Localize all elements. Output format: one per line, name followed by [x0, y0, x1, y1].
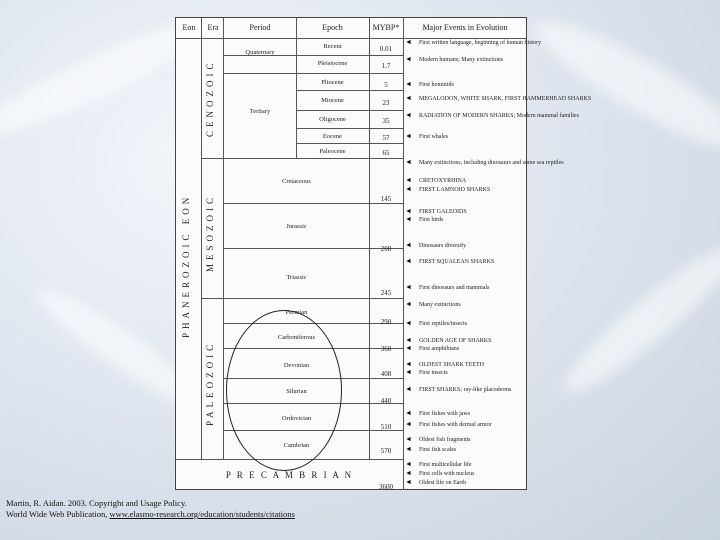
event-item: ◄ First birds [410, 216, 443, 224]
mybp-value: 245 [380, 289, 392, 297]
period-ordovician: Ordovician [281, 415, 312, 422]
header-epoch: Epoch [322, 23, 343, 32]
event-item: ◄ OLDEST SHARK TEETH [410, 361, 484, 369]
mybp-value: 208 [380, 245, 392, 253]
mybp-value: 1.7 [381, 62, 391, 70]
mybp-value: 35 [382, 117, 390, 125]
mybp-value: 408 [380, 370, 392, 378]
event-item: ◄ Many extinctions, including dinosaurs and some sea reptiles [410, 159, 564, 167]
event-item: ◄ First multicellular life [410, 461, 472, 469]
period-silurian: Silurian [286, 388, 307, 395]
paleozoic-highlight-oval [226, 310, 342, 471]
era-mesozoic: MESOZOIC [205, 194, 215, 273]
event-item: ◄ First insects [410, 369, 448, 377]
period-carboniferous: Carboniferous [277, 334, 316, 341]
grid-line [223, 73, 403, 74]
event-item: ◄ First written language, beginning of human history [410, 39, 541, 47]
period-triassic: Triassic [286, 274, 307, 281]
background-streak [553, 234, 720, 406]
event-item: ◄ FIRST GALEOIDS [410, 208, 467, 216]
period-jurassic: Jurassic [286, 223, 307, 230]
event-item: ◄ RADIATION OF MODERN SHARKS; Modern mammal families [410, 112, 579, 120]
epoch-pliocene: Pliocene [321, 79, 344, 86]
event-item: ◄ First dinosaurs and mammals [410, 284, 489, 292]
epoch-eocene: Eocene [322, 133, 343, 140]
event-item: ◄ First fishes with jaws [410, 410, 470, 418]
period-cretaceous: Cretaceous [282, 178, 311, 185]
event-item: ◄ FIRST SHARKS; ray-like placoderms [410, 386, 511, 394]
mybp-value: 570 [380, 447, 392, 455]
event-item: ◄ First fishes with dermal armor [410, 421, 492, 429]
citation-line-1: Martin, R. Aidan. 2003. Copyright and Usage Policy. [6, 498, 187, 508]
period-tertiary: Tertiary [249, 108, 271, 115]
event-item: ◄ First whales [410, 133, 448, 141]
mybp-value: 0.01 [379, 45, 393, 53]
mybp-value: 57 [382, 134, 390, 142]
epoch-paleocene: Paleocene [319, 148, 346, 155]
period-cambrian: Cambrian [283, 442, 310, 449]
grid-line [201, 298, 403, 299]
header-period: Period [249, 23, 271, 32]
event-item: ◄ First amphibians [410, 345, 459, 353]
event-item: ◄ Oldest fish fragments [410, 436, 471, 444]
epoch-miocene: Miocene [321, 97, 344, 104]
era-cenozoic: CENOZOIC [205, 59, 215, 137]
precambrian-label: P R E C A M B R I A N [225, 470, 354, 480]
mybp-value: 360 [380, 345, 392, 353]
citation-line-2 [6, 509, 295, 520]
mybp-value: 65 [382, 149, 390, 157]
citation [6, 498, 295, 520]
era-paleozoic: PALEOZOIC [205, 340, 215, 426]
period-permian: Permian [285, 309, 308, 316]
grid-line [296, 110, 403, 111]
mybp-value: 23 [382, 99, 390, 107]
event-item: ◄ Many extinctions [410, 301, 461, 309]
event-item: ◄ Oldest life on Earth [410, 479, 466, 487]
event-item: ◄ CRETOXYRHINA [410, 177, 466, 185]
event-item: ◄ FIRST LAMNOID SHARKS [410, 186, 490, 194]
period-quaternary: Quaternary [245, 49, 275, 56]
event-item: ◄ GOLDEN AGE OF SHARKS [410, 337, 491, 345]
event-item: ◄ MEGALODON, WHITE SHARK, FIRST HAMMERHEAD SHARKS [410, 95, 591, 103]
geologic-time-table [175, 17, 592, 491]
header-era: Era [207, 23, 219, 32]
period-devonian: Devonian [283, 362, 310, 369]
event-item: ◄ Dinosaurs diversify [410, 242, 466, 250]
mybp-value: 510 [380, 423, 392, 431]
grid-line [201, 158, 403, 159]
event-item: ◄ First hominids [410, 81, 454, 89]
eon-label: PHANEROZOIC EON [181, 193, 191, 338]
mybp-value: 440 [380, 397, 392, 405]
event-item: ◄ First cells with nucleus [410, 470, 474, 478]
epoch-recent: Recent [323, 43, 342, 50]
mybp-value: 3600 [379, 483, 393, 491]
epoch-oligocene: Oligocene [319, 116, 346, 123]
grid-line [403, 18, 404, 490]
event-item: ◄ Modern humans; Many extinctions [410, 56, 503, 64]
grid-line [296, 128, 403, 129]
header-events: Major Events in Evolution [422, 23, 508, 32]
background-streak [524, 3, 720, 166]
grid-line [296, 143, 403, 144]
event-item: ◄ First fish scales [410, 446, 456, 454]
grid-line [223, 203, 403, 204]
header-eon: Eon [182, 23, 196, 32]
epoch-pleistocene: Pleistocene [317, 60, 348, 67]
mybp-value: 5 [384, 81, 388, 89]
event-item: ◄ FIRST SQUALEAN SHARKS [410, 258, 494, 266]
mybp-value: 145 [380, 195, 392, 203]
mybp-value: 290 [380, 318, 392, 326]
header-mybp: MYBP* [372, 23, 400, 32]
citation-prefix: World Wide Web Publication, [6, 509, 110, 519]
citation-link[interactable]: www.elasmo-research.org/education/students/citations [109, 509, 295, 519]
grid-line [201, 18, 202, 459]
grid-line [296, 90, 403, 91]
event-item: ◄ First reptiles/insects [410, 320, 467, 328]
